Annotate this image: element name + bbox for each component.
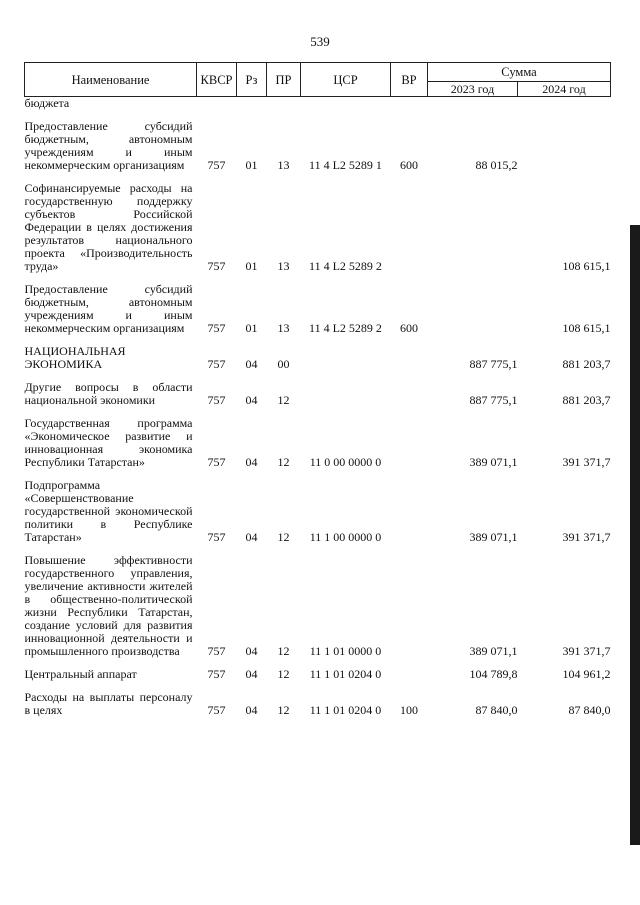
table-row — [25, 182, 611, 273]
scan-edge-shadow — [630, 225, 640, 845]
cell-csr: 11 0 00 0000 0 — [309, 455, 382, 469]
cell-rz: 01 — [245, 158, 258, 172]
cell-csr: 11 4 L2 5289 2 — [309, 321, 382, 335]
cell-csr — [301, 381, 391, 407]
cell-name: Центральный аппарат — [24, 667, 137, 681]
cell-csr — [301, 97, 391, 111]
cell-rz: 04 — [245, 667, 258, 681]
cell-vr — [391, 97, 428, 111]
cell-rz: 04 — [245, 644, 258, 658]
cell-rz: 04 — [245, 455, 258, 469]
cell-2023: 389 071,1 — [469, 455, 518, 469]
table-row — [25, 283, 611, 335]
header-kvsr: КВСР — [197, 63, 237, 97]
cell-2023: 87 840,0 — [475, 703, 518, 717]
cell-name: НАЦИОНАЛЬНАЯ ЭКОНОМИКА — [24, 344, 126, 371]
table-row — [25, 479, 611, 544]
cell-csr: 11 1 01 0204 0 — [309, 703, 382, 717]
cell-name: Предоставление субсидий бюджетным, автономным учреждениям и иным некоммерческим организациям — [24, 282, 193, 335]
cell-2023 — [428, 97, 518, 111]
cell-2023: 104 789,8 — [469, 667, 518, 681]
header-year-2024: 2024 год — [518, 82, 611, 97]
cell-csr — [301, 345, 391, 371]
budget-table — [24, 62, 611, 717]
cell-kvsr: 757 — [207, 393, 226, 407]
cell-kvsr: 757 — [207, 644, 226, 658]
cell-vr — [391, 554, 428, 658]
cell-vr — [391, 417, 428, 469]
cell-2023: 389 071,1 — [469, 530, 518, 544]
table-row — [25, 345, 611, 371]
cell-kvsr: 757 — [207, 357, 226, 371]
header-rz: Рз — [237, 63, 267, 97]
table-row — [25, 554, 611, 658]
cell-name: Другие вопросы в области национальной экономики — [24, 380, 193, 407]
table-row — [25, 120, 611, 172]
cell-kvsr: 757 — [207, 321, 226, 335]
cell-rz: 04 — [245, 530, 258, 544]
cell-vr: 600 — [400, 321, 418, 335]
cell-2023 — [428, 182, 518, 273]
cell-2023: 887 775,1 — [469, 357, 518, 371]
table-row — [25, 691, 611, 717]
cell-name: Повышение эффективности государственного управления, увеличение активности жителей в общественно-политической жизни Республики Татарстан, создание условий для развития инновационной деятельности и промышленного производства — [24, 553, 193, 658]
header-vr: ВР — [391, 63, 428, 97]
cell-vr: 600 — [400, 158, 418, 172]
cell-2024: 108 615,1 — [562, 321, 611, 335]
cell-pr: 12 — [277, 393, 290, 407]
cell-rz: 04 — [245, 393, 258, 407]
cell-kvsr — [197, 97, 237, 111]
cell-name: Расходы на выплаты персоналу в целях — [24, 690, 193, 717]
cell-pr: 12 — [277, 530, 290, 544]
cell-kvsr: 757 — [207, 158, 226, 172]
cell-kvsr: 757 — [207, 530, 226, 544]
cell-2024: 391 371,7 — [562, 530, 611, 544]
cell-name: Государственная программа «Экономическое развитие и инновационная экономика Республики Татарстан» — [24, 416, 193, 469]
cell-rz: 04 — [245, 703, 258, 717]
header-pr: ПР — [267, 63, 301, 97]
cell-pr: 12 — [277, 644, 290, 658]
cell-name: Предоставление субсидий бюджетным, автономным учреждениям и иным некоммерческим организациям — [24, 119, 193, 172]
cell-rz — [237, 97, 267, 111]
cell-csr: 11 1 01 0204 0 — [309, 667, 382, 681]
row-gap — [25, 469, 611, 479]
cell-2023 — [428, 283, 518, 335]
table-row — [25, 381, 611, 407]
cell-csr: 11 4 L2 5289 2 — [309, 259, 382, 273]
cell-2024 — [518, 120, 611, 172]
cell-kvsr: 757 — [207, 455, 226, 469]
header-csr: ЦСР — [301, 63, 391, 97]
cell-vr — [391, 668, 428, 681]
cell-pr: 13 — [277, 321, 290, 335]
cell-2024: 881 203,7 — [562, 393, 611, 407]
header-sum: Сумма — [428, 63, 611, 82]
cell-pr: 13 — [277, 158, 290, 172]
cell-csr: 11 4 L2 5289 1 — [309, 158, 382, 172]
cell-vr — [391, 182, 428, 273]
page-number: 539 — [310, 34, 330, 49]
cell-2024: 87 840,0 — [568, 703, 611, 717]
cell-pr: 12 — [277, 667, 290, 681]
cell-name: Подпрограмма «Совершенствование государственной экономической политики в Республике Татарстан» — [24, 478, 193, 544]
header-year-2023: 2023 год — [428, 82, 518, 97]
cell-kvsr: 757 — [207, 667, 226, 681]
cell-2024: 391 371,7 — [562, 644, 611, 658]
table-row — [25, 417, 611, 469]
table-header — [25, 63, 611, 97]
cell-kvsr: 757 — [207, 703, 226, 717]
cell-csr: 11 1 01 0000 0 — [309, 644, 382, 658]
cell-2023: 88 015,2 — [475, 158, 518, 172]
table-row — [25, 668, 611, 681]
cell-rz: 01 — [245, 321, 258, 335]
table-body — [25, 97, 611, 718]
cell-pr: 12 — [277, 455, 290, 469]
cell-name: бюджета — [24, 96, 70, 110]
cell-pr: 13 — [277, 259, 290, 273]
cell-2024: 391 371,7 — [562, 455, 611, 469]
cell-pr: 00 — [277, 357, 290, 371]
cell-vr — [391, 479, 428, 544]
cell-vr — [391, 381, 428, 407]
cell-pr: 12 — [277, 703, 290, 717]
cell-csr: 11 1 00 0000 0 — [309, 530, 382, 544]
cell-vr — [391, 345, 428, 371]
cell-2024: 104 961,2 — [562, 667, 611, 681]
cell-2023: 389 071,1 — [469, 644, 518, 658]
cell-vr: 100 — [400, 703, 418, 717]
cell-2023: 887 775,1 — [469, 393, 518, 407]
cell-2024: 108 615,1 — [562, 259, 611, 273]
cell-name: Софинансируемые расходы на государственную поддержку субъектов Российской Федерации в целях достижения результатов национального проекта «Производительность труда» — [24, 181, 193, 273]
cell-rz: 01 — [245, 259, 258, 273]
cell-2024: 881 203,7 — [562, 357, 611, 371]
header-name: Наименование — [25, 63, 197, 97]
cell-2024 — [518, 97, 611, 111]
cell-pr — [267, 97, 301, 111]
cell-rz: 04 — [245, 357, 258, 371]
cell-kvsr: 757 — [207, 259, 226, 273]
table-row — [25, 97, 611, 111]
